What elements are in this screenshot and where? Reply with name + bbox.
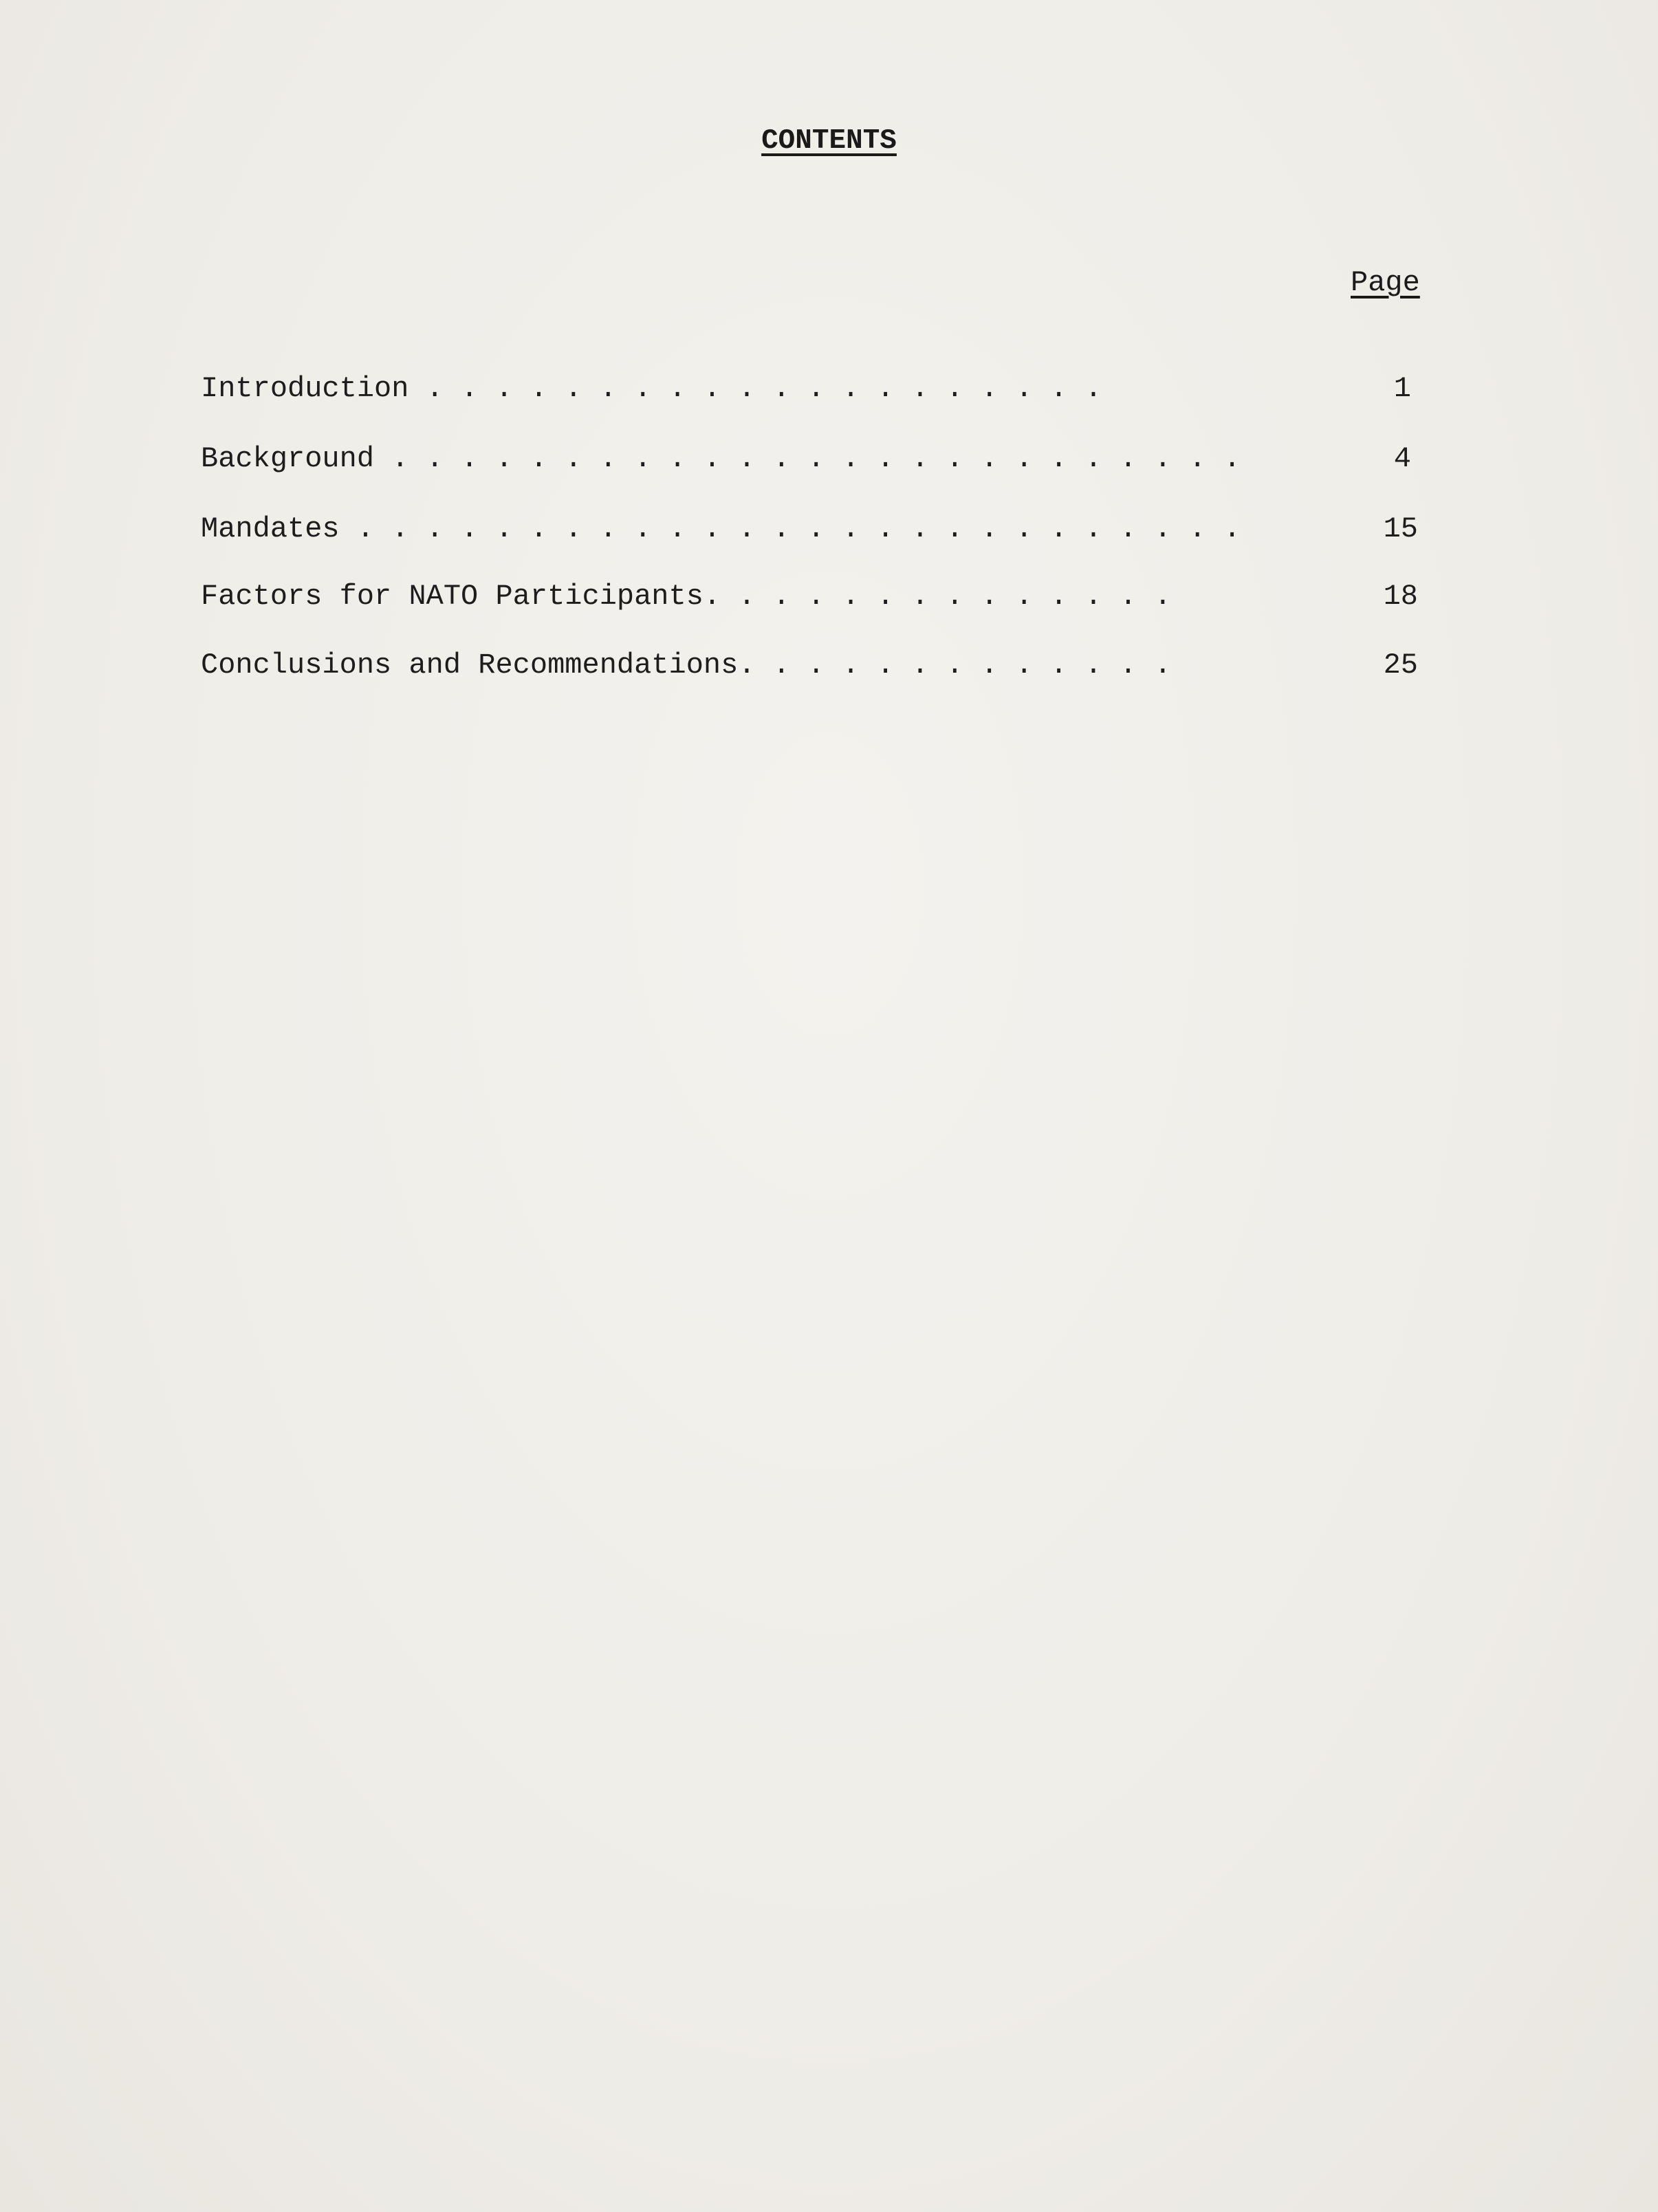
toc-entry-page: 1: [1393, 372, 1411, 405]
toc-entry-introduction: [201, 368, 1418, 409]
toc-entry-label: Introduction . . . . . . . . . . . . . . . . . . . .: [201, 372, 1102, 405]
toc-entry-label: Factors for NATO Participants. . . . . . . . . . . . . .: [201, 580, 1172, 613]
toc-entry-page: 18: [1383, 580, 1418, 613]
toc-entry-page: 15: [1383, 512, 1418, 545]
toc-entry-conclusions: [201, 644, 1418, 686]
toc-entry-mandates: [201, 508, 1418, 550]
contents-title: CONTENTS: [761, 125, 897, 157]
toc-entry-background: [201, 438, 1418, 479]
page-column-header: Page: [1351, 266, 1420, 299]
toc-entry-factors: [201, 576, 1418, 617]
toc-entry-label: Conclusions and Recommendations. . . . . . . . . . . . .: [201, 649, 1172, 682]
toc-entry-page: 4: [1393, 442, 1411, 475]
toc-entry-label: Mandates . . . . . . . . . . . . . . . . . . . . . . . . . .: [201, 512, 1241, 545]
toc-entry-label: Background . . . . . . . . . . . . . . . . . . . . . . . . .: [201, 442, 1241, 475]
toc-entry-page: 25: [1383, 649, 1418, 682]
